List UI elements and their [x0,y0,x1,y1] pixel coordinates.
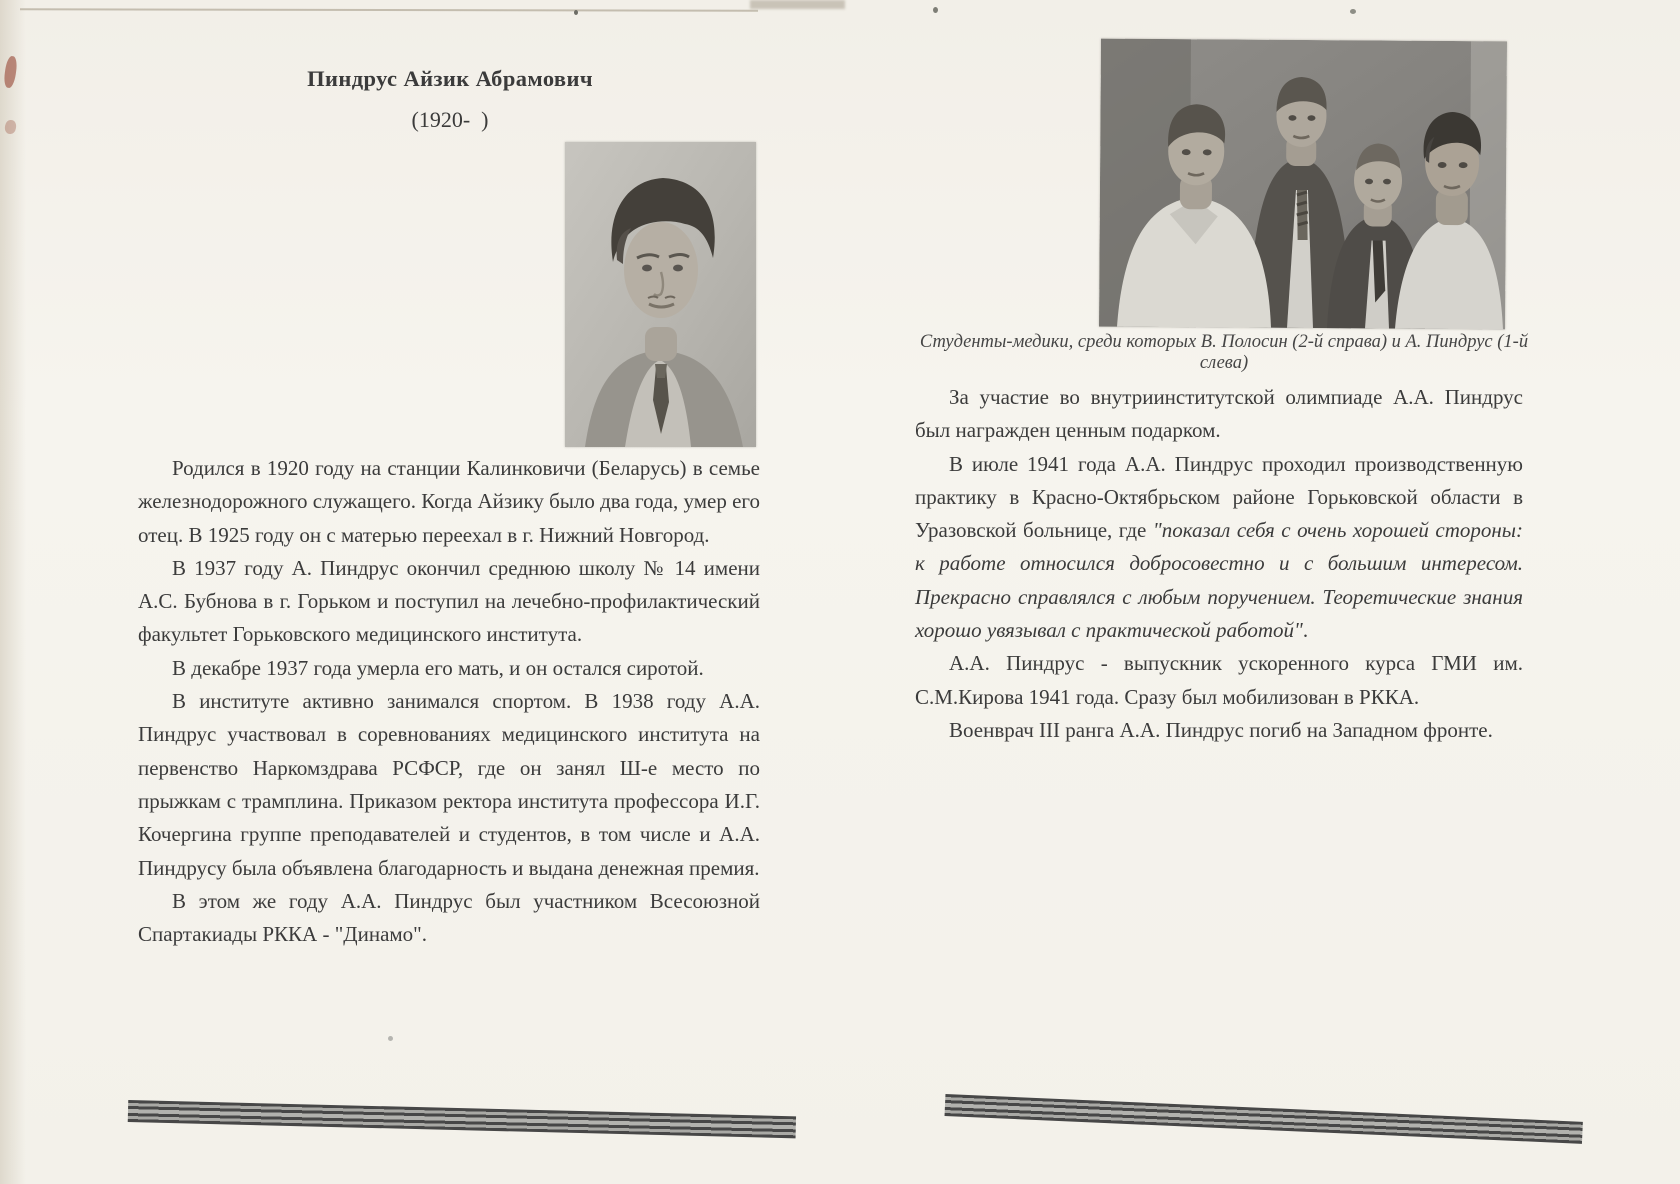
paragraph: В декабре 1937 года умерла его мать, и он остался сиротой. [172,655,704,680]
photo-caption: Студенты-медики, среди которых В. Полосин (2-й справа) и А. Пиндрус (1-й слева) [919,332,1529,373]
paragraph-with-quote [915,448,1523,648]
scan-speck [574,10,578,15]
paragraph: А.А. Пиндрус - выпускник ускоренного курса ГМИ им. С.М.Кирова 1941 года. Сразу был мобилизован в РККА. [915,651,1523,709]
page-top-edge [20,8,758,12]
scan-speck [1350,9,1356,14]
paragraph: В институте активно занимался спортом. В 1938 году А.А. Пиндрус участвовал в соревнованиях медицинского института на первенство Наркомздрава РСФСР, где он занял Ш-е место по прыжкам с трамплина. Приказом ректора института профессора И.Г. Кочергина группе преподавателей и студентов, в том числе и А.А. Пиндрусу была объявлена благодарность и выдана денежная премия. [138,689,760,880]
left-page-text [138,452,760,951]
quoted-text: "показал себя с очень хорошей стороны: к работе относился добросовестно и с большим интересом. Прекрасно справлялся с любым поручением. Теоретические знания хорошо увязывал с практической работой" [915,518,1523,643]
paragraph-tail: . [1302,618,1309,643]
paragraph: За участие во внутриинститутской олимпиаде А.А. Пиндрус был награжден ценным подарком. [915,385,1523,443]
page-title: Пиндрус Айзик Абрамович [307,66,593,91]
striped-ribbon-footer-left [128,1100,796,1138]
portrait-photo-image [565,142,756,447]
striped-ribbon-footer-right [945,1094,1583,1144]
paragraph: В этом же году А.А. Пиндрус был участником Всесоюзной Спартакиады РККА - "Динамо". [138,888,760,947]
left-page-header [140,66,760,133]
scan-speck [388,1036,393,1041]
right-page-text [915,381,1523,747]
group-photo [1099,39,1507,330]
paragraph: В 1937 году А. Пиндрус окончил среднюю школу № 14 имени А.С. Бубнова в г. Горьком и поступил на лечебно-профилактический факультет Горьковского медицинского института. [138,555,760,647]
paragraph-lead: В июле 1941 года А.А. Пиндрус проходил производственную практику в Красно-Октябрьском районе Горьковской области в Уразовской больнице, где [915,451,1523,543]
paragraph: Родился в 1920 году на станции Калинковичи (Беларусь) в семье железнодорожного служащего. Когда Айзику было два года, умер его отец. В 1925 году он с матерью переехал в г. Нижний Новгород. [138,456,761,547]
scan-smudge [750,0,845,9]
scan-speck [933,7,938,13]
page-edge-shade [0,0,26,1184]
paragraph: Военврач III ранга А.А. Пиндрус погиб на Западном фронте. [949,717,1493,742]
life-dates: (1920- ) [411,107,489,132]
group-photo-image [1099,39,1507,330]
portrait-photo [565,142,756,447]
